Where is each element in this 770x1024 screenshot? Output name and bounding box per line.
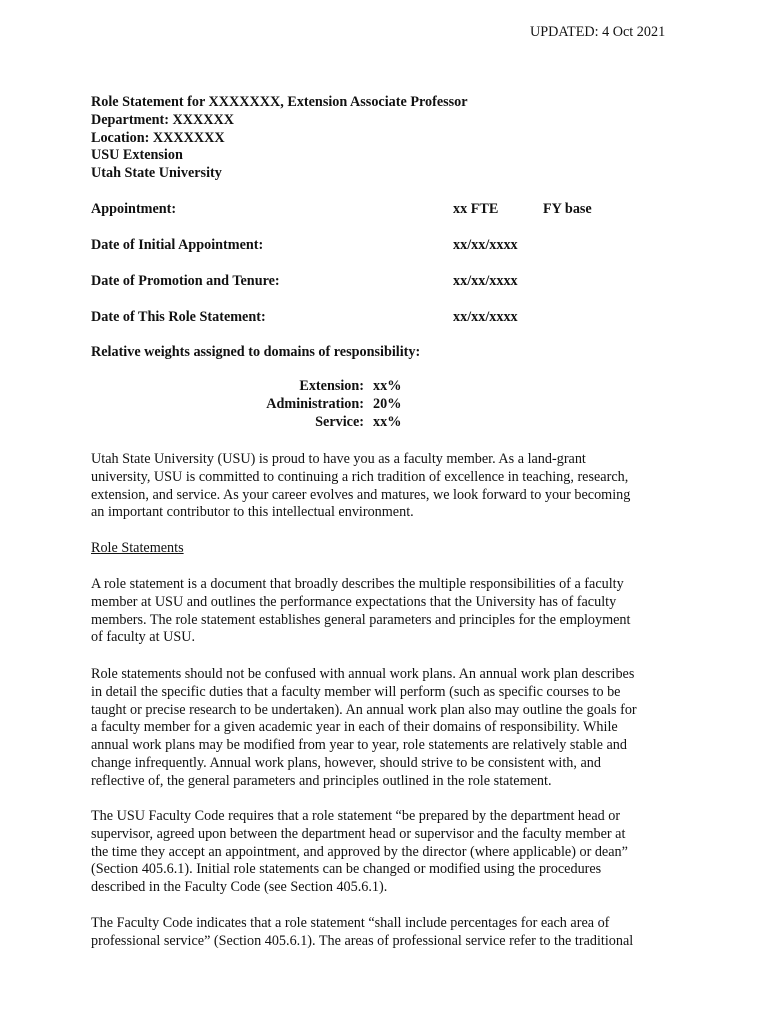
role-statement-date-field xyxy=(91,309,518,327)
department-line: Department: XXXXXX xyxy=(91,111,235,128)
document-title: Role Statement for XXXXXXX, Extension Associate Professor xyxy=(91,94,468,110)
role-statements-heading: Role Statements xyxy=(91,540,184,556)
faculty-code-paragraph xyxy=(91,808,681,897)
weight-row-extension xyxy=(0,378,770,396)
initial-appointment-label: Date of Initial Appointment: xyxy=(91,237,264,253)
paragraph-line: an important contributor to this intellectual environment. xyxy=(91,504,414,521)
initial-appointment-field xyxy=(91,237,518,255)
role-statement-date-value: xx/xx/xxxx xyxy=(453,309,518,325)
paragraph-line: The Faculty Code indicates that a role statement “shall include percentages for each area of xyxy=(91,915,610,931)
appointment-fte: xx FTE xyxy=(453,201,499,217)
weights-title: Relative weights assigned to domains of responsibility: xyxy=(91,344,421,360)
weight-value: xx% xyxy=(373,413,402,430)
appointment-base: FY base xyxy=(543,201,592,217)
university-line: Utah State University xyxy=(91,165,222,182)
weight-row-administration xyxy=(0,396,770,414)
paragraph-line: extension, and service. As your career evolves and matures, we look forward to your becoming xyxy=(91,486,631,503)
initial-appointment-value: xx/xx/xxxx xyxy=(453,237,518,253)
role-statement-date-label: Date of This Role Statement: xyxy=(91,309,266,325)
weight-value: 20% xyxy=(373,395,402,412)
paragraph-line: of faculty at USU. xyxy=(91,629,196,646)
paragraph-line: change infrequently. Annual work plans, however, should strive to be consistent with, and xyxy=(91,754,601,771)
paragraph-line: supervisor, agreed upon between the department head or supervisor and the faculty member at xyxy=(91,825,626,842)
paragraph-line: Role statements should not be confused with annual work plans. An annual work plan describes xyxy=(91,666,635,682)
paragraph-line: member at USU and outlines the performance expectations that the University has of faculty xyxy=(91,593,617,610)
header-block xyxy=(91,94,468,183)
weight-row-service xyxy=(0,414,770,432)
paragraph-line: taught or precise research to be undertaken). An annual work plan also may outline the goals for xyxy=(91,701,637,718)
weight-value: xx% xyxy=(373,378,402,394)
appointment-field xyxy=(91,201,592,219)
paragraph-line: university, USU is committed to continuing a rich tradition of excellence in teaching, research, xyxy=(91,468,629,485)
paragraph-line: Utah State University (USU) is proud to have you as a faculty member. As a land-grant xyxy=(91,451,586,467)
work-plan-paragraph xyxy=(91,666,681,791)
updated-date: UPDATED: 4 Oct 2021 xyxy=(530,24,666,40)
percentages-paragraph xyxy=(91,915,681,951)
paragraph-line: professional service” (Section 405.6.1). The areas of professional service refer to the traditional xyxy=(91,932,634,949)
promotion-value: xx/xx/xxxx xyxy=(453,273,518,289)
promotion-field xyxy=(91,273,518,291)
weight-label: Administration: xyxy=(266,395,364,412)
paragraph-line: annual work plans may be modified from year to year, role statements are relatively stable and xyxy=(91,737,627,754)
appointment-label: Appointment: xyxy=(91,201,177,217)
org-line: USU Extension xyxy=(91,147,183,164)
weight-label: Extension: xyxy=(299,378,364,394)
paragraph-line: The USU Faculty Code requires that a role statement “be prepared by the department head or xyxy=(91,808,621,824)
location-line: Location: XXXXXXX xyxy=(91,129,225,146)
promotion-label: Date of Promotion and Tenure: xyxy=(91,273,280,289)
paragraph-line: (Section 405.6.1). Initial role statements can be changed or modified using the procedures xyxy=(91,861,602,878)
weights-table xyxy=(0,378,770,431)
intro-paragraph xyxy=(91,451,681,522)
definition-paragraph xyxy=(91,576,681,647)
paragraph-line: the time they accept an appointment, and approved by the director (where applicable) or dean” xyxy=(91,843,628,860)
weight-label: Service: xyxy=(315,413,364,430)
paragraph-line: reflective of, the general parameters and principles outlined in the role statement. xyxy=(91,772,552,789)
paragraph-line: in detail the specific duties that a faculty member will perform (such as specific courses to be xyxy=(91,683,621,700)
paragraph-line: a faculty member for a given academic year in each of their domains of responsibility. While xyxy=(91,719,618,736)
paragraph-line: members. The role statement establishes general parameters and principles for the employment xyxy=(91,611,631,628)
paragraph-line: A role statement is a document that broadly describes the multiple responsibilities of a faculty xyxy=(91,576,624,592)
paragraph-line: described in the Faculty Code (see Section 405.6.1). xyxy=(91,879,388,896)
